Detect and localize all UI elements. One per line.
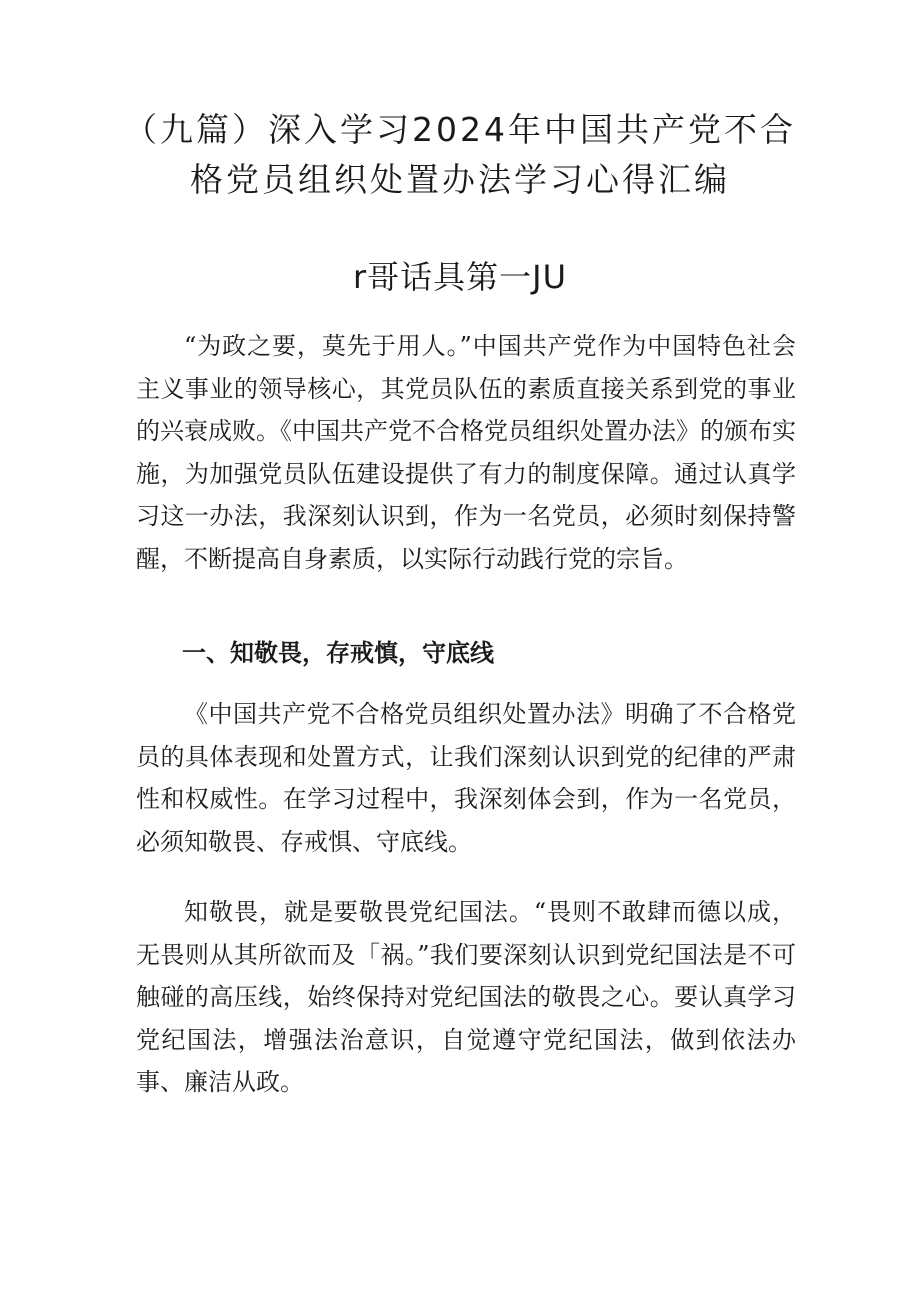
body-paragraph: 知敬畏，就是要敬畏党纪国法。“畏则不敢肆而德以成，无畏则从其所欲而及「祸。”我们要深刻认识到党纪国法是不可触碰的高压线，始终保持对党纪国法的敬畏之心。要认真学习党纪国法，增强法治意识，自觉遵守党纪国法，做到依法办事、廉洁从政。 bbox=[136, 898, 796, 1097]
document-subtitle: r哥话具第一JU bbox=[352, 258, 568, 296]
intro-paragraph: “为政之要，莫先于用人。”中国共产党作为中国特色社会主义事业的领导核心，其党员队伍的素质直接关系到党的事业的兴衰成败。《中国共产党不合格党员组织处置办法》的颁布实施，为加强党员队伍建设提供了有力的制度保障。通过认真学习这一办法，我深刻认识到，作为一名党员，必须时刻保持警醒，不断提高自身素质，以实际行动践行党的宗旨。 bbox=[136, 332, 796, 573]
body-paragraph: 《中国共产党不合格党员组织处置办法》明确了不合格党员的具体表现和处置方式，让我们深刻认识到党的纪律的严肃性和权威性。在学习过程中，我深刻体会到，作为一名党员，必须知敬畏、存戒惧、守底线。 bbox=[136, 700, 796, 856]
section-heading: 一、知敬畏，存戒慎，守底线 bbox=[182, 639, 494, 667]
document-title-line-2: 格党员组织处置办法学习心得汇编 bbox=[190, 160, 730, 199]
document-title-line-1: （九篇）深入学习2024年中国共产党不合 bbox=[124, 110, 796, 149]
